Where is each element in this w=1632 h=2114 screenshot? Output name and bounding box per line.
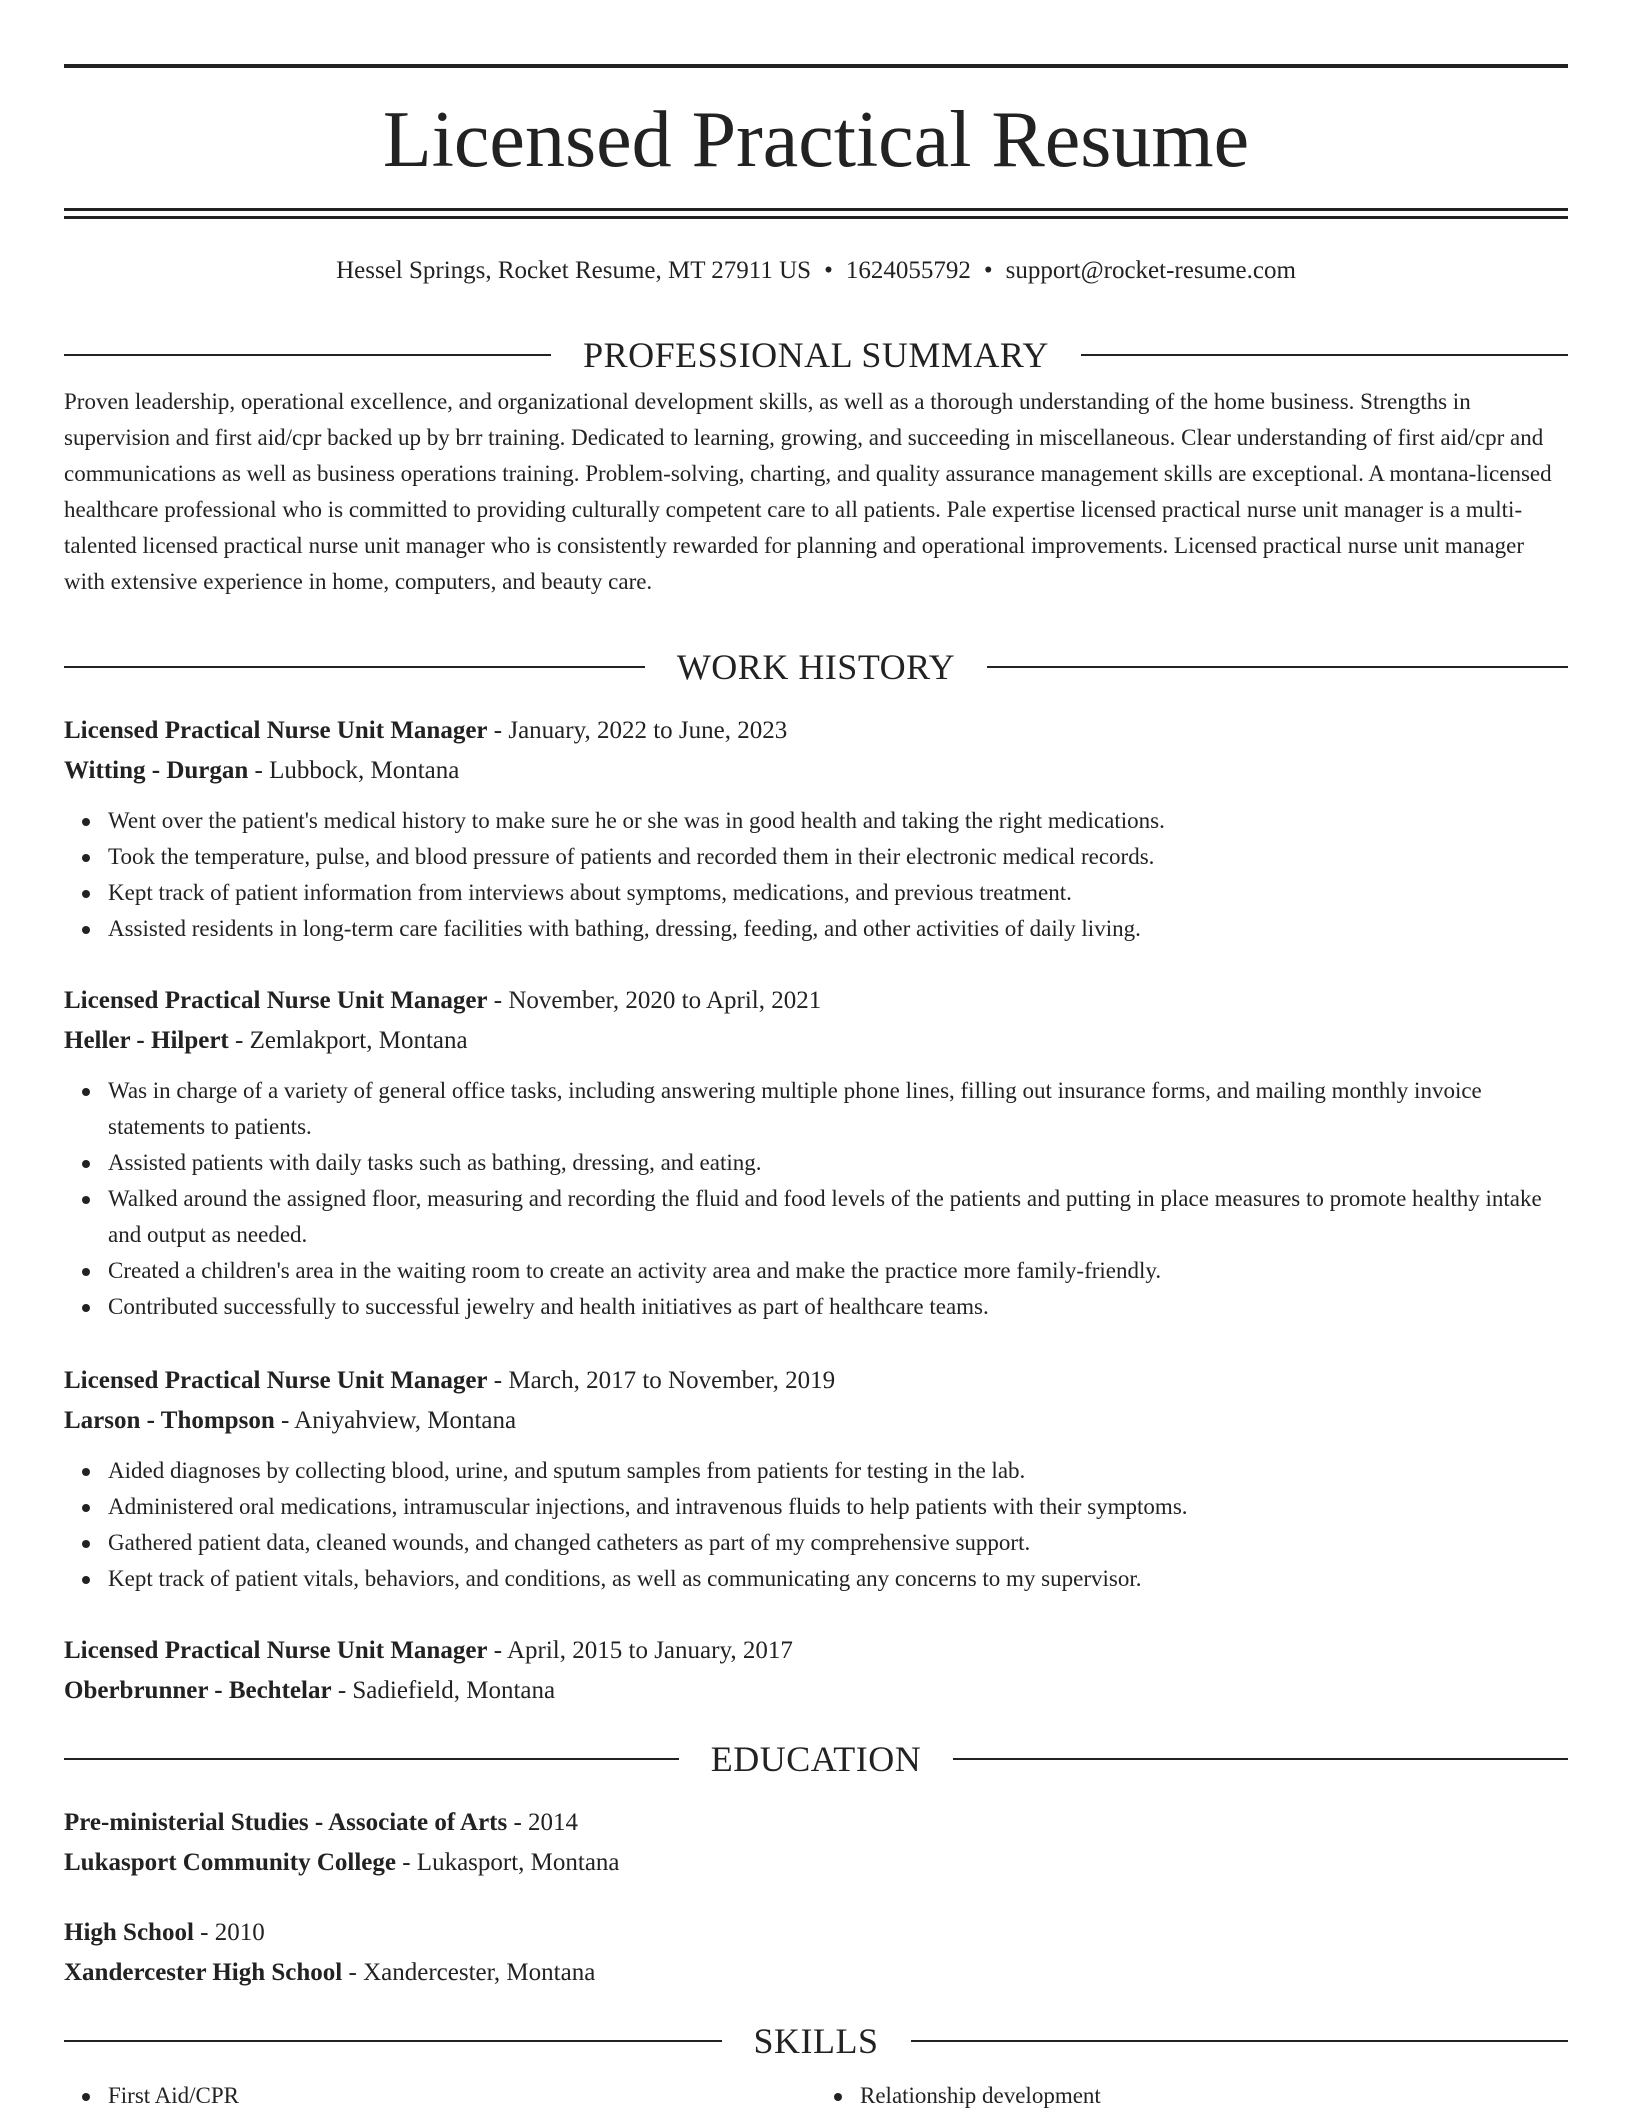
job-bullet: Took the temperature, pulse, and blood pressure of patients and recorded them in their electronic medical records.	[108, 839, 1568, 875]
job-company-line	[64, 751, 1568, 791]
job-bullet: Gathered patient data, cleaned wounds, and changed catheters as part of my comprehensive support.	[108, 1525, 1568, 1561]
job-bullet: Was in charge of a variety of general office tasks, including answering multiple phone lines, filling out insurance forms, and mailing monthly invoice statements to patients.	[108, 1073, 1568, 1145]
education-entry	[64, 1913, 1568, 1993]
job-bullet: Went over the patient's medical history to make sure he or she was in good health and taking the right medications.	[108, 803, 1568, 839]
job-title-line	[64, 981, 1568, 1021]
job-dates: - January, 2022 to June, 2023	[487, 717, 788, 744]
skill-item: First Aid/CPR	[108, 2078, 816, 2114]
job-company: Witting - Durgan	[64, 757, 249, 784]
education-heading-label: EDUCATION	[710, 1739, 922, 1779]
contact-phone: 1624055792	[845, 257, 971, 284]
job-bullet: Kept track of patient information from interviews about symptoms, medications, and previous treatment.	[108, 875, 1568, 911]
job-entry	[64, 711, 1568, 947]
education-school-line	[64, 1843, 1568, 1883]
work-history-section	[64, 644, 1568, 690]
education-degree: High School	[64, 1919, 194, 1946]
title-double-rule-top	[64, 208, 1568, 211]
skills-list-left	[64, 2078, 816, 2114]
skill-item: Relationship development	[860, 2078, 1568, 2114]
heading-rule-left	[64, 2040, 722, 2042]
heading-rule-right	[953, 1758, 1568, 1760]
job-dates: - April, 2015 to January, 2017	[487, 1637, 793, 1664]
education-location: - Xandercester, Montana	[342, 1959, 596, 1986]
job-bullets	[64, 803, 1568, 947]
job-title-line	[64, 1361, 1568, 1401]
heading-rule-left	[64, 1758, 679, 1760]
job-bullet: Assisted residents in long-term care facilities with bathing, dressing, feeding, and other activities of daily living.	[108, 911, 1568, 947]
title-double-rule-bottom	[64, 216, 1568, 219]
heading-rule-left	[64, 666, 645, 668]
job-bullet: Assisted patients with daily tasks such as bathing, dressing, and eating.	[108, 1145, 1568, 1181]
contact-address: Hessel Springs, Rocket Resume, MT 27911 US	[336, 257, 812, 284]
job-entry	[64, 1361, 1568, 1597]
heading-rule-right	[1081, 354, 1568, 356]
skills-section	[64, 2018, 1568, 2114]
work-history-heading-label: WORK HISTORY	[676, 647, 956, 687]
summary-text: Proven leadership, operational excellence, and organizational development skills, as well as a thorough understanding of the home business. Strengths in supervision and first aid/cpr backed up by brr training. Dedicated to learning, growing, and succeeding in miscellaneous. Clear understanding of first aid/cpr and communications as well as business operations training. Problem-solving, charting, and quality assurance management skills are exceptional. A montana-licensed healthcare professional who is committed to providing culturally competent care to all patients. Pale expertise licensed practical nurse unit manager is a multi-talented licensed practical nurse unit manager who is consistently rewarded for planning and operational improvements. Licensed practical nurse unit manager with extensive experience in home, computers, and beauty care.	[64, 389, 1552, 594]
education-degree: Pre-ministerial Studies - Associate of Arts	[64, 1809, 508, 1836]
education-year: - 2010	[193, 1919, 265, 1946]
education-school: Lukasport Community College	[64, 1849, 396, 1876]
contact-line	[64, 254, 1568, 288]
heading-rule-right	[987, 666, 1568, 668]
education-school: Xandercester High School	[64, 1959, 343, 1986]
education-section	[64, 1736, 1568, 1782]
heading-rule-left	[64, 354, 551, 356]
job-company: Heller - Hilpert	[64, 1027, 229, 1054]
job-title-line	[64, 711, 1568, 751]
job-title: Licensed Practical Nurse Unit Manager	[64, 1637, 488, 1664]
education-entry	[64, 1803, 1568, 1883]
job-bullet: Created a children's area in the waiting room to create an activity area and make the practice more family-friendly.	[108, 1253, 1568, 1289]
job-bullets	[64, 1453, 1568, 1597]
job-entry	[64, 1631, 1568, 1711]
job-bullet: Kept track of patient vitals, behaviors, and conditions, as well as communicating any concerns to my supervisor.	[108, 1561, 1568, 1597]
job-bullets	[64, 1073, 1568, 1325]
resume-title: Licensed Practical Resume	[382, 96, 1250, 184]
job-dates: - March, 2017 to November, 2019	[487, 1367, 836, 1394]
summary-heading	[64, 332, 1568, 378]
job-company: Larson - Thompson	[64, 1407, 275, 1434]
job-company: Oberbrunner - Bechtelar	[64, 1677, 332, 1704]
job-dates: - November, 2020 to April, 2021	[487, 987, 822, 1014]
job-bullet: Walked around the assigned floor, measuring and recording the fluid and food levels of the patients and putting in place measures to promote healthy intake and output as needed.	[108, 1181, 1568, 1253]
contact-separator: •	[824, 257, 833, 284]
job-bullet: Contributed successfully to successful jewelry and health initiatives as part of healthcare teams.	[108, 1289, 1568, 1325]
summary-section	[64, 332, 1568, 600]
education-year: - 2014	[507, 1809, 579, 1836]
education-school-line	[64, 1953, 1568, 1993]
job-location: - Aniyahview, Montana	[274, 1407, 517, 1434]
contact-separator: •	[983, 257, 993, 284]
job-bullet: Aided diagnoses by collecting blood, urine, and sputum samples from patients for testing in the lab.	[108, 1453, 1568, 1489]
job-company-line	[64, 1671, 1568, 1711]
contact-email: support@rocket-resume.com	[1005, 257, 1296, 284]
job-title: Licensed Practical Nurse Unit Manager	[64, 717, 488, 744]
job-bullet: Administered oral medications, intramuscular injections, and intravenous fluids to help patients with their symptoms.	[108, 1489, 1568, 1525]
skills-columns	[64, 2078, 1568, 2114]
summary-heading-label: PROFESSIONAL SUMMARY	[583, 335, 1049, 375]
skills-heading-label: SKILLS	[753, 2021, 879, 2061]
job-entry	[64, 981, 1568, 1325]
job-title: Licensed Practical Nurse Unit Manager	[64, 987, 488, 1014]
education-degree-line	[64, 1803, 1568, 1843]
education-degree-line	[64, 1913, 1568, 1953]
heading-rule-right	[911, 2040, 1569, 2042]
job-company-line	[64, 1021, 1568, 1061]
job-location: - Lubbock, Montana	[248, 757, 460, 784]
job-title-line	[64, 1631, 1568, 1671]
skills-list-right	[816, 2078, 1568, 2114]
education-location: - Lukasport, Montana	[395, 1849, 620, 1876]
skills-heading	[64, 2018, 1568, 2064]
education-heading	[64, 1736, 1568, 1782]
job-company-line	[64, 1401, 1568, 1441]
job-title: Licensed Practical Nurse Unit Manager	[64, 1367, 488, 1394]
top-rule	[64, 64, 1568, 68]
job-location: - Sadiefield, Montana	[331, 1677, 556, 1704]
job-location: - Zemlakport, Montana	[228, 1027, 468, 1054]
work-history-heading	[64, 644, 1568, 690]
